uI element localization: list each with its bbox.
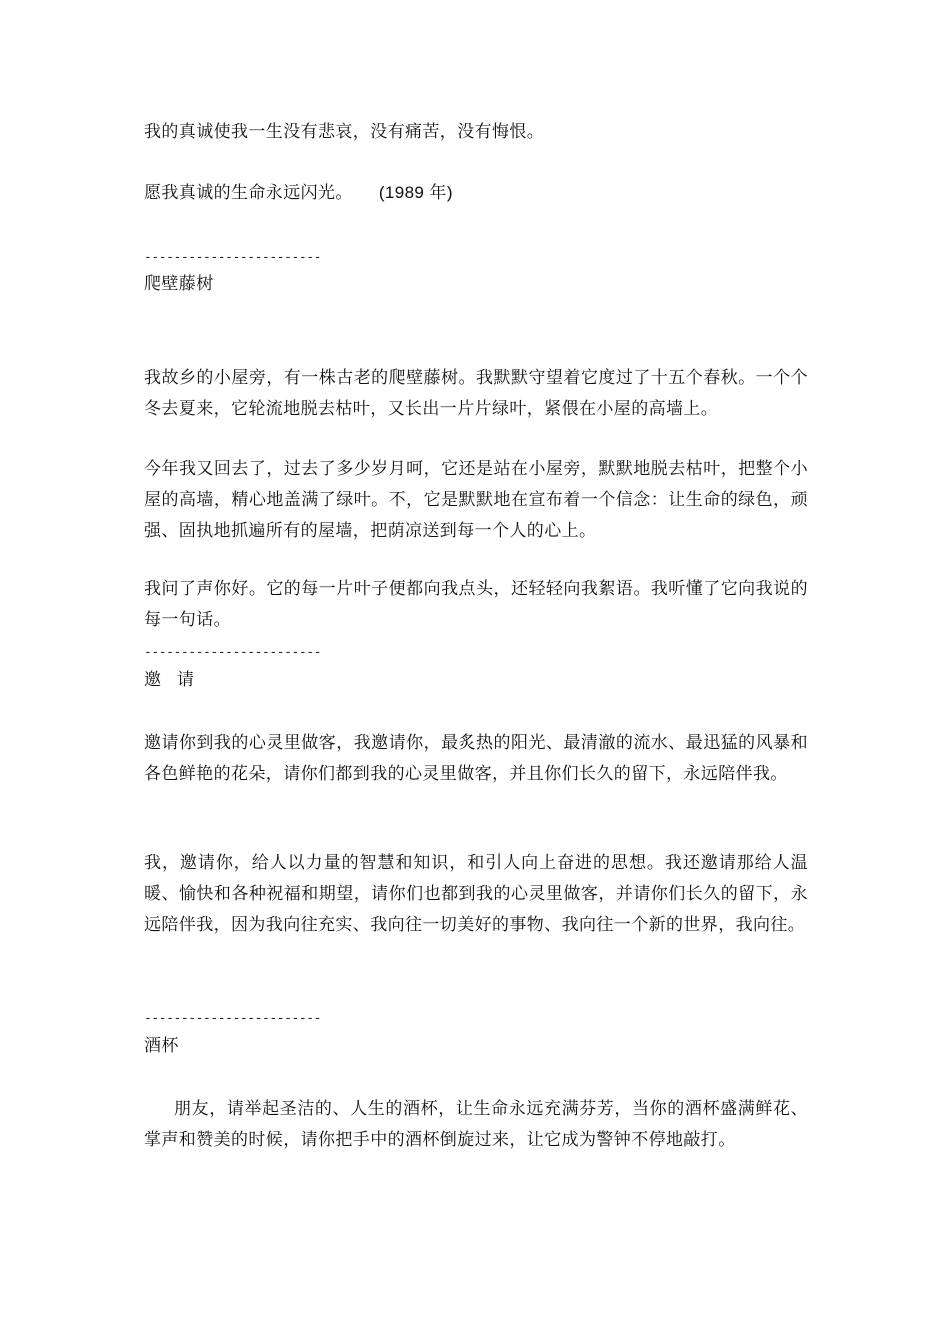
paragraph: 邀请你到我的心灵里做客，我邀请你，最炙热的阳光、最清澈的流水、最迅猛的风暴和各色鲜艳的花朵，请你们都到我的心灵里做客，并且你们长久的留下，永远陪伴我。 [144, 733, 808, 784]
section-separator: ------------------------ [144, 1011, 322, 1026]
closing-line-text: 愿我真诚的生命永远闪光。 [144, 183, 353, 203]
section-separator: ------------------------ [144, 645, 322, 660]
section-title: 酒杯 [144, 1036, 179, 1056]
paragraph: 今年我又回去了，过去了多少岁月呵，它还是站在小屋旁，默默地脱去枯叶，把整个小屋的高墙，精心地盖满了绿叶。不，它是默默地在宣布着一个信念：让生命的绿色，顽强、固执地抓遍所有的屋墙，把荫凉送到每一个人的心上。 [144, 459, 808, 541]
section-separator: ------------------------ [144, 250, 322, 265]
paragraph: 朋友，请举起圣洁的、人生的酒杯，让生命永远充满芬芳，当你的酒杯盛满鲜花、掌声和赞美的时候，请你把手中的酒杯倒旋过来，让它成为警钟不停地敲打。 [144, 1099, 808, 1150]
section-title: 爬壁藤树 [144, 274, 214, 294]
paragraph: 我，邀请你，给人以力量的智慧和知识，和引人向上奋进的思想。我还邀请那给人温暖、愉快和各种祝福和期望，请你们也都到我的心灵里做客，并请你们长久的留下，永远陪伴我，因为我向往充实、我向往一切美好的事物、我向往一个新的世界，我向往。 [144, 853, 808, 935]
closing-line-with-date [144, 178, 453, 208]
paragraph: 我故乡的小屋旁，有一株古老的爬壁藤树。我默默守望着它度过了十五个春秋。一个个冬去夏来，它轮流地脱去枯叶，又长出一片片绿叶，紧偎在小屋的高墙上。 [144, 368, 808, 419]
closing-line: 我的真诚使我一生没有悲哀，没有痛苦，没有悔恨。 [144, 122, 545, 142]
paragraph: 我问了声你好。它的每一片叶子便都向我点头，还轻轻向我絮语。我听懂了它向我说的每一句话。 [144, 579, 808, 630]
date-note: (1989 年) [378, 183, 453, 202]
section-title: 邀请 [144, 670, 210, 690]
